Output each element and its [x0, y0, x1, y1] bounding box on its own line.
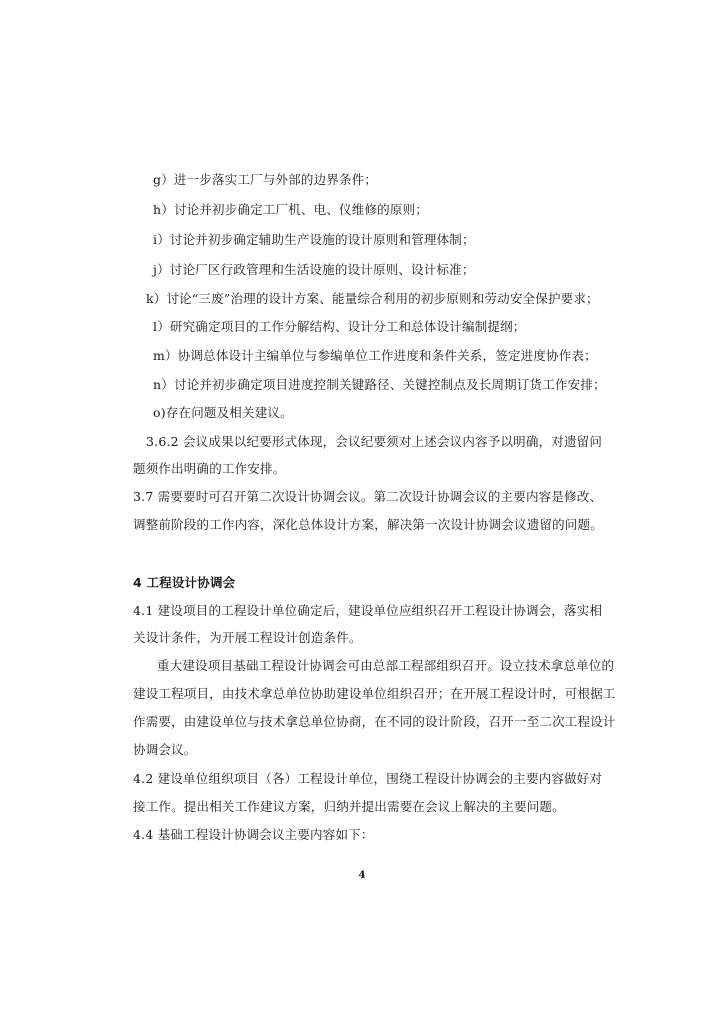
section-3-6-2-line2: 题须作出明确的工作安排。	[133, 461, 286, 476]
list-item-j: j）讨论厂区行政管理和生活设施的设计原则、设计标准；	[153, 262, 475, 277]
list-item-l: l）研究确定项目的工作分解结构、设计分工和总体设计编制提纲；	[153, 319, 526, 334]
list-item-g: g）进一步落实工厂与外部的边界条件；	[153, 172, 378, 187]
page-number: 4	[358, 870, 366, 881]
section-4-1-para-line3: 作需要，由建设单位与技术拿总单位协商，在不同的设计阶段，召开一至二次工程设计	[133, 714, 616, 729]
list-item-o: o)存在问题及相关建议。	[153, 405, 293, 420]
list-item-h: h）讨论并初步确定工厂机、电、仪维修的原则；	[153, 202, 428, 217]
section-3-6-2-line1: 3.6.2 会议成果以纪要形式体现，会议纪要须对上述会议内容予以明确，对遗留问	[146, 434, 603, 449]
section-3-7-line1: 3.7 需要要时可召开第二次设计协调会议。第二次设计协调会议的主要内容是修改、	[133, 489, 603, 504]
section-4-1-para-line2: 建设工程项目，由技术拿总单位协助建设单位组织召开；在开展工程设计时，可根据工	[133, 686, 616, 701]
list-item-n: n）讨论并初步确定项目进度控制关键路径、关键控制点及长周期订货工作安排；	[153, 377, 606, 392]
section-4-heading: 4 工程设计协调会	[133, 575, 236, 590]
section-4-1-line1: 4.1 建设项目的工程设计单位确定后，建设单位应组织召开工程设计协调会，落实相	[133, 603, 603, 618]
section-3-7-line2: 调整前阶段的工作内容，深化总体设计方案，解决第一次设计协调会议遗留的问题。	[133, 517, 603, 532]
section-4-4-line: 4.4 基础工程设计协调会议主要内容如下：	[133, 827, 374, 842]
section-4-2-line1: 4.2 建设单位组织项目（各）工程设计单位，围绕工程设计协调会的主要内容做好对	[133, 771, 603, 786]
section-4-1-para-line1: 重大建设项目基础工程设计协调会可由总部工程部组织召开。设立技术拿总单位的	[157, 658, 615, 673]
list-item-m: m）协调总体设计主编单位与参编单位工作进度和条件关系，签定进度协作表；	[153, 348, 597, 363]
list-item-k: k）讨论“三废”治理的设计方案、能量综合利用的初步原则和劳动安全保护要求；	[146, 291, 599, 306]
list-item-i: i）讨论并初步确定辅助生产设施的设计原则和管理体制；	[153, 232, 475, 247]
section-4-1-line2: 关设计条件，为开展工程设计创造条件。	[133, 630, 362, 645]
section-4-2-line2: 接工作。提出相关工作建议方案，归纳并提出需要在会议上解决的主要问题。	[133, 799, 565, 814]
section-4-1-para-line4: 协调会议。	[133, 742, 197, 757]
